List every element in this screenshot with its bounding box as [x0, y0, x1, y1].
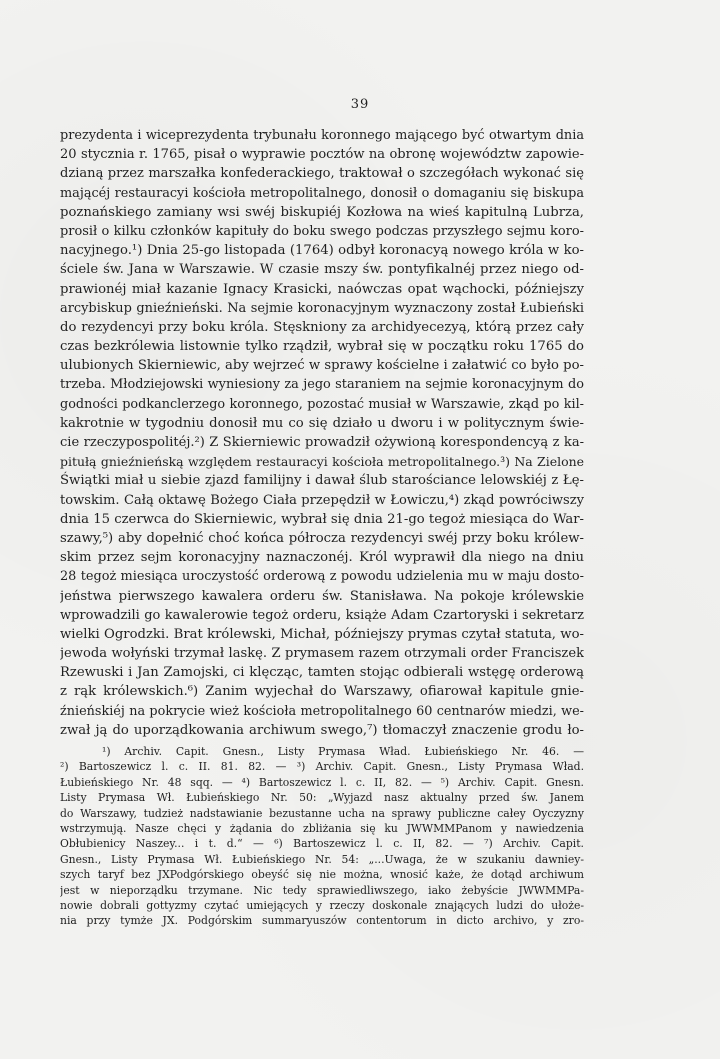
- body-line: Rzewuski i Jan Zamojski, ci klęcząc, tamten stojąc odbierali wstęgę orderową: [60, 665, 584, 681]
- body-line: poznańskiego zamiany wsi swéj biskupiéj Kozłowa na wieś kapitulną Lubrza,: [60, 204, 584, 220]
- body-line: źnieńskiéj na pokrycie wież kościoła metropolitalnego 60 centnarów miedzi, we-: [60, 703, 584, 719]
- footnote-line: Gnesn., Listy Prymasa Wł. Łubieńskiego Nr. 54: „...Uwaga, że w szukaniu dawniey-: [60, 852, 584, 866]
- body-line: prosił o kilku członków kapituły do boku swego podczas przyszłego sejmu koro-: [60, 223, 584, 239]
- body-line: prawionéj miał kazanie Ignacy Krasicki, naówczas opat wąchocki, późniejszy: [60, 281, 584, 297]
- page-number: 39: [350, 97, 370, 112]
- body-line: zwał ją do uporządkowania archiwum swego,⁷) tłomaczył znaczenie grodu ło-: [60, 722, 584, 738]
- footnotes: [60, 744, 584, 929]
- footnote-line: ²) Bartoszewicz l. c. II. 81. 82. — ³) Archiv. Capit. Gnesn., Listy Prymasa Wład.: [60, 760, 584, 774]
- body-line: 28 tegoż miesiąca uroczystość orderową z powodu udzielenia mu w maju dosto-: [60, 569, 584, 585]
- body-line: skim przez sejm koronacyjny naznaczonéj. Król wyprawił dla niego na dniu: [60, 550, 584, 566]
- footnote-line: szych taryf bez JXPodgórskiego obeyść się nie można, wnosić każe, że dotąd archiwum: [60, 868, 584, 882]
- body-line: cie rzeczypospolitéj.²) Z Skierniewic prowadził ożywioną korespondencyą z ka-: [60, 435, 584, 450]
- body-line: jeństwa pierwszego kawalera orderu św. Stanisława. Na pokoje królewskie: [60, 588, 584, 604]
- footnote-line: do Warszawy, tudzież nadstawianie bezustanne ucha na sprawy publiczne całey Oyczyzny: [60, 806, 584, 820]
- body-line: towskim. Całą oktawę Bożego Ciała przepędził w Łowiczu,⁴) zkąd powróciwszy: [60, 492, 584, 508]
- body-line: kakrotnie w tygodniu donosił mu co się działo u dworu i w politycznym świe-: [60, 415, 584, 431]
- footnote-line: Listy Prymasa Wł. Łubieńskiego Nr. 50: „Wyjazd nasz aktualny przed św. Janem: [60, 791, 584, 805]
- main-body-text: [60, 126, 584, 740]
- footnote-line: nowie dobrali gottyzmy czytać umiejących y rzeczy doskonale znających ludzi do ułoże-: [60, 898, 584, 912]
- footnote-line: nia przy tymże JX. Podgórskim summaryuszów contentorum in dicto archivo, y zro-: [60, 914, 584, 928]
- body-line: godności podkanclerzego koronnego, pozostać musiał w Warszawie, zkąd po kil-: [60, 396, 584, 412]
- body-line: do rezydencyi przy boku króla. Stęskniony za archidyecezyą, którą przez cały: [60, 319, 584, 335]
- body-line: ściele św. Jana w Warszawie. W czasie mszy św. pontyfikalnéj przez niego od-: [60, 262, 584, 278]
- body-line: ulubionych Skierniewic, aby wejrzeć w sprawy kościelne i załatwić co było po-: [60, 358, 584, 374]
- body-line: dnia 15 czerwca do Skierniewic, wybrał się dnia 21-go tegoż miesiąca do War-: [60, 511, 584, 527]
- body-line: mającéj restauracyi kościoła metropolitalnego, donosił o domaganiu się biskupa: [60, 185, 584, 201]
- body-line: szawy,⁵) aby dopełnić choć końca półrocza rezydencyi swéj przy boku królew-: [60, 530, 584, 546]
- body-line: Świątki miał u siebie zjazd familijny i dawał ślub starościance lelowskiéj z Łę-: [60, 473, 584, 489]
- footnote-line: wstrzymują. Nasze chęci y żądania do zbliżania się ku JWWMMPanom y nawiedzenia: [60, 821, 584, 835]
- body-line: pitułą gnieźnieńską względem restauracyi kościoła metropolitalnego.³) Na Zielone: [60, 454, 584, 470]
- body-line: wielki Ogrodzki. Brat królewski, Michał, późniejszy prymas czytał statuta, wo-: [60, 626, 584, 642]
- body-line: czas bezkrólewia listownie tylko rządził, wybrał się w początku roku 1765 do: [60, 339, 584, 355]
- body-line: trzeba. Młodziejowski wyniesiony za jego staraniem na sejmie koronacyjnym do: [60, 377, 584, 393]
- body-line: jewoda wołyński trzymał laskę. Z prymasem razem otrzymali order Franciszek: [60, 646, 584, 662]
- body-line: prezydenta i wiceprezydenta trybunału koronnego mającego być otwartym dnia: [60, 128, 584, 143]
- body-line: 20 stycznia r. 1765, pisał o wyprawie pocztów na obronę województw zapowie-: [60, 147, 584, 163]
- footnote-line: jest w nieporządku trzymane. Nic tedy sprawiedliwszego, iako żebyście JWWMMPa-: [60, 883, 584, 897]
- body-line: nacyjnego.¹) Dnia 25-go listopada (1764) odbył koronacyą nowego króla w ko-: [60, 243, 584, 259]
- footnote-line: ¹) Archiv. Capit. Gnesn., Listy Prymasa Wład. Łubieńskiego Nr. 46. —: [102, 745, 584, 758]
- body-line: arcybiskup gnieźnieński. Na sejmie koronacyjnym wyznaczony został Łubieński: [60, 300, 584, 316]
- body-line: z rąk królewskich.⁶) Zanim wyjechał do Warszawy, ofiarował kapitule gnie-: [60, 684, 584, 700]
- body-line: dzianą przez marszałka konfederackiego, traktował o szczegółach wykonać się: [60, 166, 584, 182]
- footnote-line: Łubieńskiego Nr. 48 sqq. — ⁴) Bartoszewicz l. c. II, 82. — ⁵) Archiv. Capit. Gnesn.: [60, 775, 584, 789]
- body-line: wprowadzili go kawalerowie tegoż orderu, książe Adam Czartoryski i sekretarz: [60, 607, 584, 623]
- footnote-line: Obłubienicy Naszey... i t. d.“ — ⁶) Bartoszewicz l. c. II, 82. — ⁷) Archiv. Capit.: [60, 837, 584, 851]
